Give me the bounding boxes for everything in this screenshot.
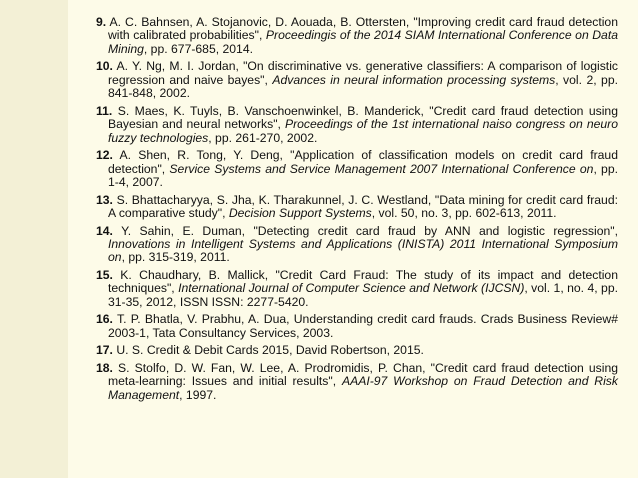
reference-venue: Innovations in Intelligent Systems and Applications (INISTA) 2011 International Symposium on — [108, 237, 618, 265]
reference-number: 15. — [96, 268, 113, 283]
reference-item — [96, 362, 618, 402]
reference-details: , pp. 1-4, 2007. — [108, 161, 618, 190]
reference-details: , pp. 261-270, 2002. — [208, 130, 318, 145]
reference-item — [96, 16, 618, 56]
reference-authors-title: T. P. Bhatla, V. Prabhu, A. Dua, Understanding credit card frauds. Crads Business Review# 2003-1, Tata Consultancy Services, 2003. — [108, 312, 618, 340]
reference-authors-title: S. Maes, K. Tuyls, B. Vanschoenwinkel, B. Manderick, "Credit card fraud detection using Bayesian and neural networks", — [108, 103, 618, 132]
reference-number: 12. — [96, 148, 113, 163]
reference-authors-title: A. C. Bahnsen, A. Stojanovic, D. Aouada, B. Ottersten, "Improving credit card fraud detection with calibrated probabilities", — [106, 15, 618, 43]
reference-authors-title: S. Stolfo, D. W. Fan, W. Lee, A. Prodromidis, P. Chan, "Credit card fraud detection using meta-learning: Issues and initial results", — [108, 361, 618, 389]
reference-number: 13. — [96, 192, 113, 207]
reference-item — [96, 194, 618, 221]
reference-details: , 1997. — [179, 387, 217, 402]
reference-authors-title: Y. Sahin, E. Duman, "Detecting credit card fraud by ANN and logistic regression", — [112, 223, 618, 238]
reference-venue: AAAI-97 Workshop on Fraud Detection and Risk Management — [108, 374, 618, 402]
reference-details: , vol. 1, no. 4, pp. 31-35, 2012, ISSN ISSN: 2277-5420. — [108, 281, 618, 309]
reference-item — [96, 225, 618, 265]
reference-number: 17. — [96, 343, 113, 358]
reference-number: 11. — [96, 103, 113, 118]
reference-number: 10. — [96, 59, 113, 74]
reference-details: , pp. 677-685, 2014. — [143, 41, 254, 56]
reference-list — [96, 16, 618, 406]
left-decorative-band — [0, 0, 68, 478]
reference-authors-title: S. Bhattacharyya, S. Jha, K. Tharakunnel, J. C. Westland, "Data mining for credit card fraud: A comparative study", — [108, 192, 618, 221]
reference-venue: International Journal of Computer Science and Network (IJCSN) — [178, 281, 525, 296]
reference-item — [96, 269, 618, 309]
reference-item — [96, 149, 618, 189]
reference-item — [96, 313, 618, 340]
reference-item — [96, 344, 618, 357]
reference-item — [96, 60, 618, 100]
reference-item — [96, 105, 618, 145]
reference-number: 16. — [96, 312, 113, 327]
reference-number: 18. — [96, 361, 113, 376]
reference-number: 9. — [96, 15, 107, 29]
reference-number: 14. — [96, 223, 113, 238]
reference-details: , vol. 2, pp. 841-848, 2002. — [108, 72, 618, 101]
reference-venue: Service Systems and Service Management 2007 International Conference on — [169, 161, 594, 176]
reference-details: , vol. 50, no. 3, pp. 602-613, 2011. — [371, 206, 557, 221]
reference-authors-title: K. Chaudhary, B. Mallick, "Credit Card Fraud: The study of its impact and detection techniques", — [108, 268, 618, 296]
reference-details: , pp. 315-319, 2011. — [121, 250, 230, 265]
reference-authors-title: A. Y. Ng, M. I. Jordan, "On discriminative vs. generative classifiers: A comparison of logistic regression and naive bayes", — [108, 59, 618, 87]
reference-venue: Proceedings of the 1st international naiso congress on neuro fuzzy technologies — [108, 117, 619, 145]
reference-venue: Decision Support Systems — [228, 206, 372, 221]
reference-authors-title: U. S. Credit & Debit Cards 2015, David Robertson, 2015. — [112, 343, 424, 358]
reference-venue: Advances in neural information processing systems — [272, 72, 556, 87]
reference-venue: Proceedingis of the 2014 SIAM International Conference on Data Mining — [108, 28, 618, 56]
reference-authors-title: A. Shen, R. Tong, Y. Deng, "Application of classification models on credit card fraud detection", — [108, 148, 618, 176]
